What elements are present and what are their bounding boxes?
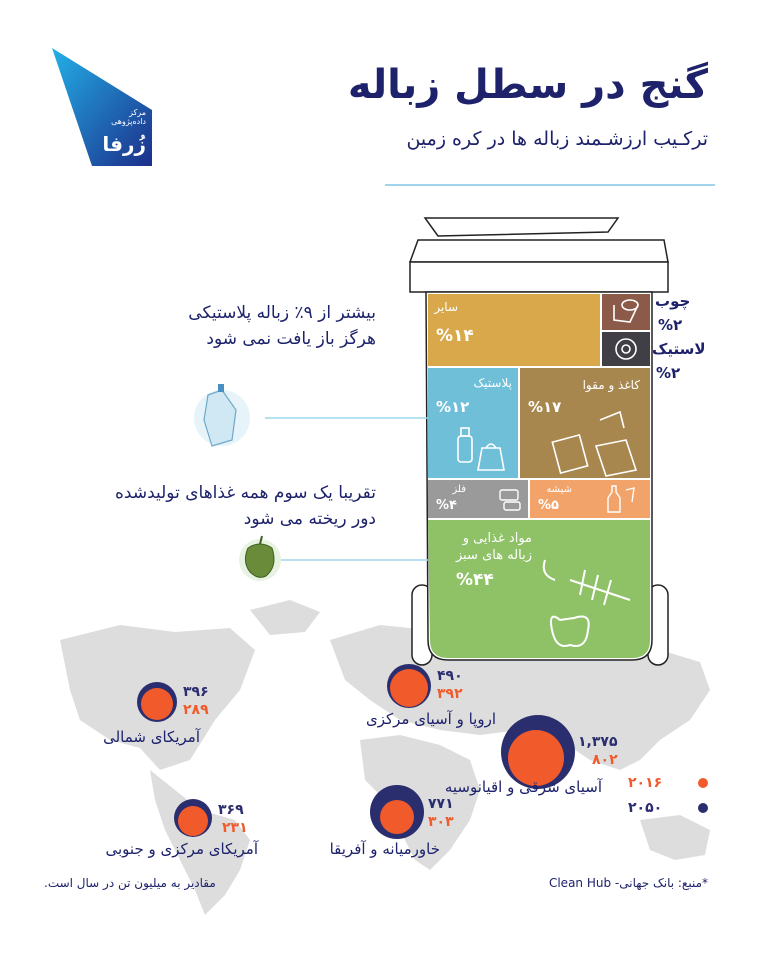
segment-wood: [602, 294, 650, 330]
europe-2050-value: ۴۹۰: [437, 668, 463, 684]
north-america-2016-value: ۲۸۹: [183, 702, 209, 718]
latam-label: آمریکای مرکزی و جنوبی: [105, 840, 258, 858]
rubber-pct: %۲: [656, 364, 681, 382]
plastic-note-line-1: بیشتر از ۹٪ زباله پلاستیکی: [188, 303, 376, 323]
food-pct: %۴۴: [456, 570, 494, 590]
rubber-label: لاستیک: [652, 340, 706, 358]
legend-2050-label: ۲۰۵۰: [628, 800, 663, 816]
zorfa-logo: [52, 48, 152, 166]
other-pct: %۱۴: [436, 326, 474, 346]
logo-brand: زُرفا: [102, 132, 146, 156]
plastic-label: پلاستیک: [473, 376, 512, 390]
legend-2016-dot: [698, 778, 708, 788]
food-label-line-1: مواد غذایی و: [462, 531, 532, 546]
food-waste-note: [115, 480, 376, 532]
metal-pct: %۴: [436, 498, 457, 513]
latam-2016-value: ۲۳۱: [222, 820, 248, 836]
paper-pct: %۱۷: [528, 398, 562, 416]
europe-2016-value: ۳۹۲: [437, 686, 463, 702]
bubble-2016-latam: [178, 806, 208, 836]
bubble-2016-europe: [390, 669, 428, 707]
north-america-2050-value: ۳۹۶: [183, 684, 209, 700]
glass-label: شیشه: [546, 484, 572, 495]
logo-line-1: مرکز: [129, 108, 146, 117]
east-asia-label: آسیای شرقی و اقیانوسیه: [444, 778, 602, 796]
logo-caption: [111, 108, 146, 126]
units-note: مقادیر به میلیون تن در سال است.: [44, 876, 216, 890]
other-label: سایر: [434, 300, 458, 314]
mena-2050-value: ۷۷۱: [428, 796, 454, 812]
crushed-bottle-icon: [194, 384, 250, 446]
europe-label: اروپا و آسیای مرکزی: [366, 710, 496, 728]
source-note: *منبع: بانک جهانی- Clean Hub: [548, 876, 708, 890]
food-label: [456, 530, 532, 564]
paper-label: کاغذ و مقوا: [582, 378, 640, 392]
plastic-recycling-note: [188, 300, 376, 352]
mena-label: خاورمیانه و آفریقا: [329, 840, 440, 858]
latam-2050-value: ۳۶۹: [218, 802, 244, 818]
bin-lid: [410, 218, 668, 292]
wood-pct: %۲: [658, 316, 683, 334]
food-label-line-2: زباله های سبز: [455, 548, 532, 563]
bubble-2016-mena: [380, 800, 414, 834]
east-asia-2050-value: ۱,۳۷۵: [578, 734, 618, 750]
food-note-line-2: دور ریخته می شود: [243, 509, 376, 529]
page-title: گنج در سطل زباله: [347, 62, 708, 108]
rotten-apple-icon: [239, 536, 281, 581]
mena-2016-value: ۳۰۳: [428, 814, 454, 830]
metal-label: فلز: [452, 484, 466, 495]
segment-rubber: [602, 332, 650, 366]
legend-2016-label: ۲۰۱۶: [628, 775, 663, 791]
logo-line-2: داده‌پژوهی: [111, 117, 146, 126]
plastic-note-line-2: هرگز باز یافت نمی شود: [206, 329, 376, 349]
north-america-label: آمریکای شمالی: [103, 728, 200, 746]
glass-pct: %۵: [538, 498, 559, 513]
plastic-pct: %۱۲: [436, 398, 470, 416]
bubble-2016-north-america: [141, 688, 173, 720]
wood-label: چوب: [655, 292, 691, 310]
east-asia-2016-value: ۸۰۲: [592, 752, 618, 768]
legend-2050-dot: [698, 803, 708, 813]
header-divider: [385, 184, 715, 186]
food-note-line-1: تقریبا یک سوم همه غذاهای تولیدشده: [115, 483, 376, 503]
page-subtitle: ترکـیب ارزشـمند زباله ها در کره زمین: [406, 128, 708, 150]
